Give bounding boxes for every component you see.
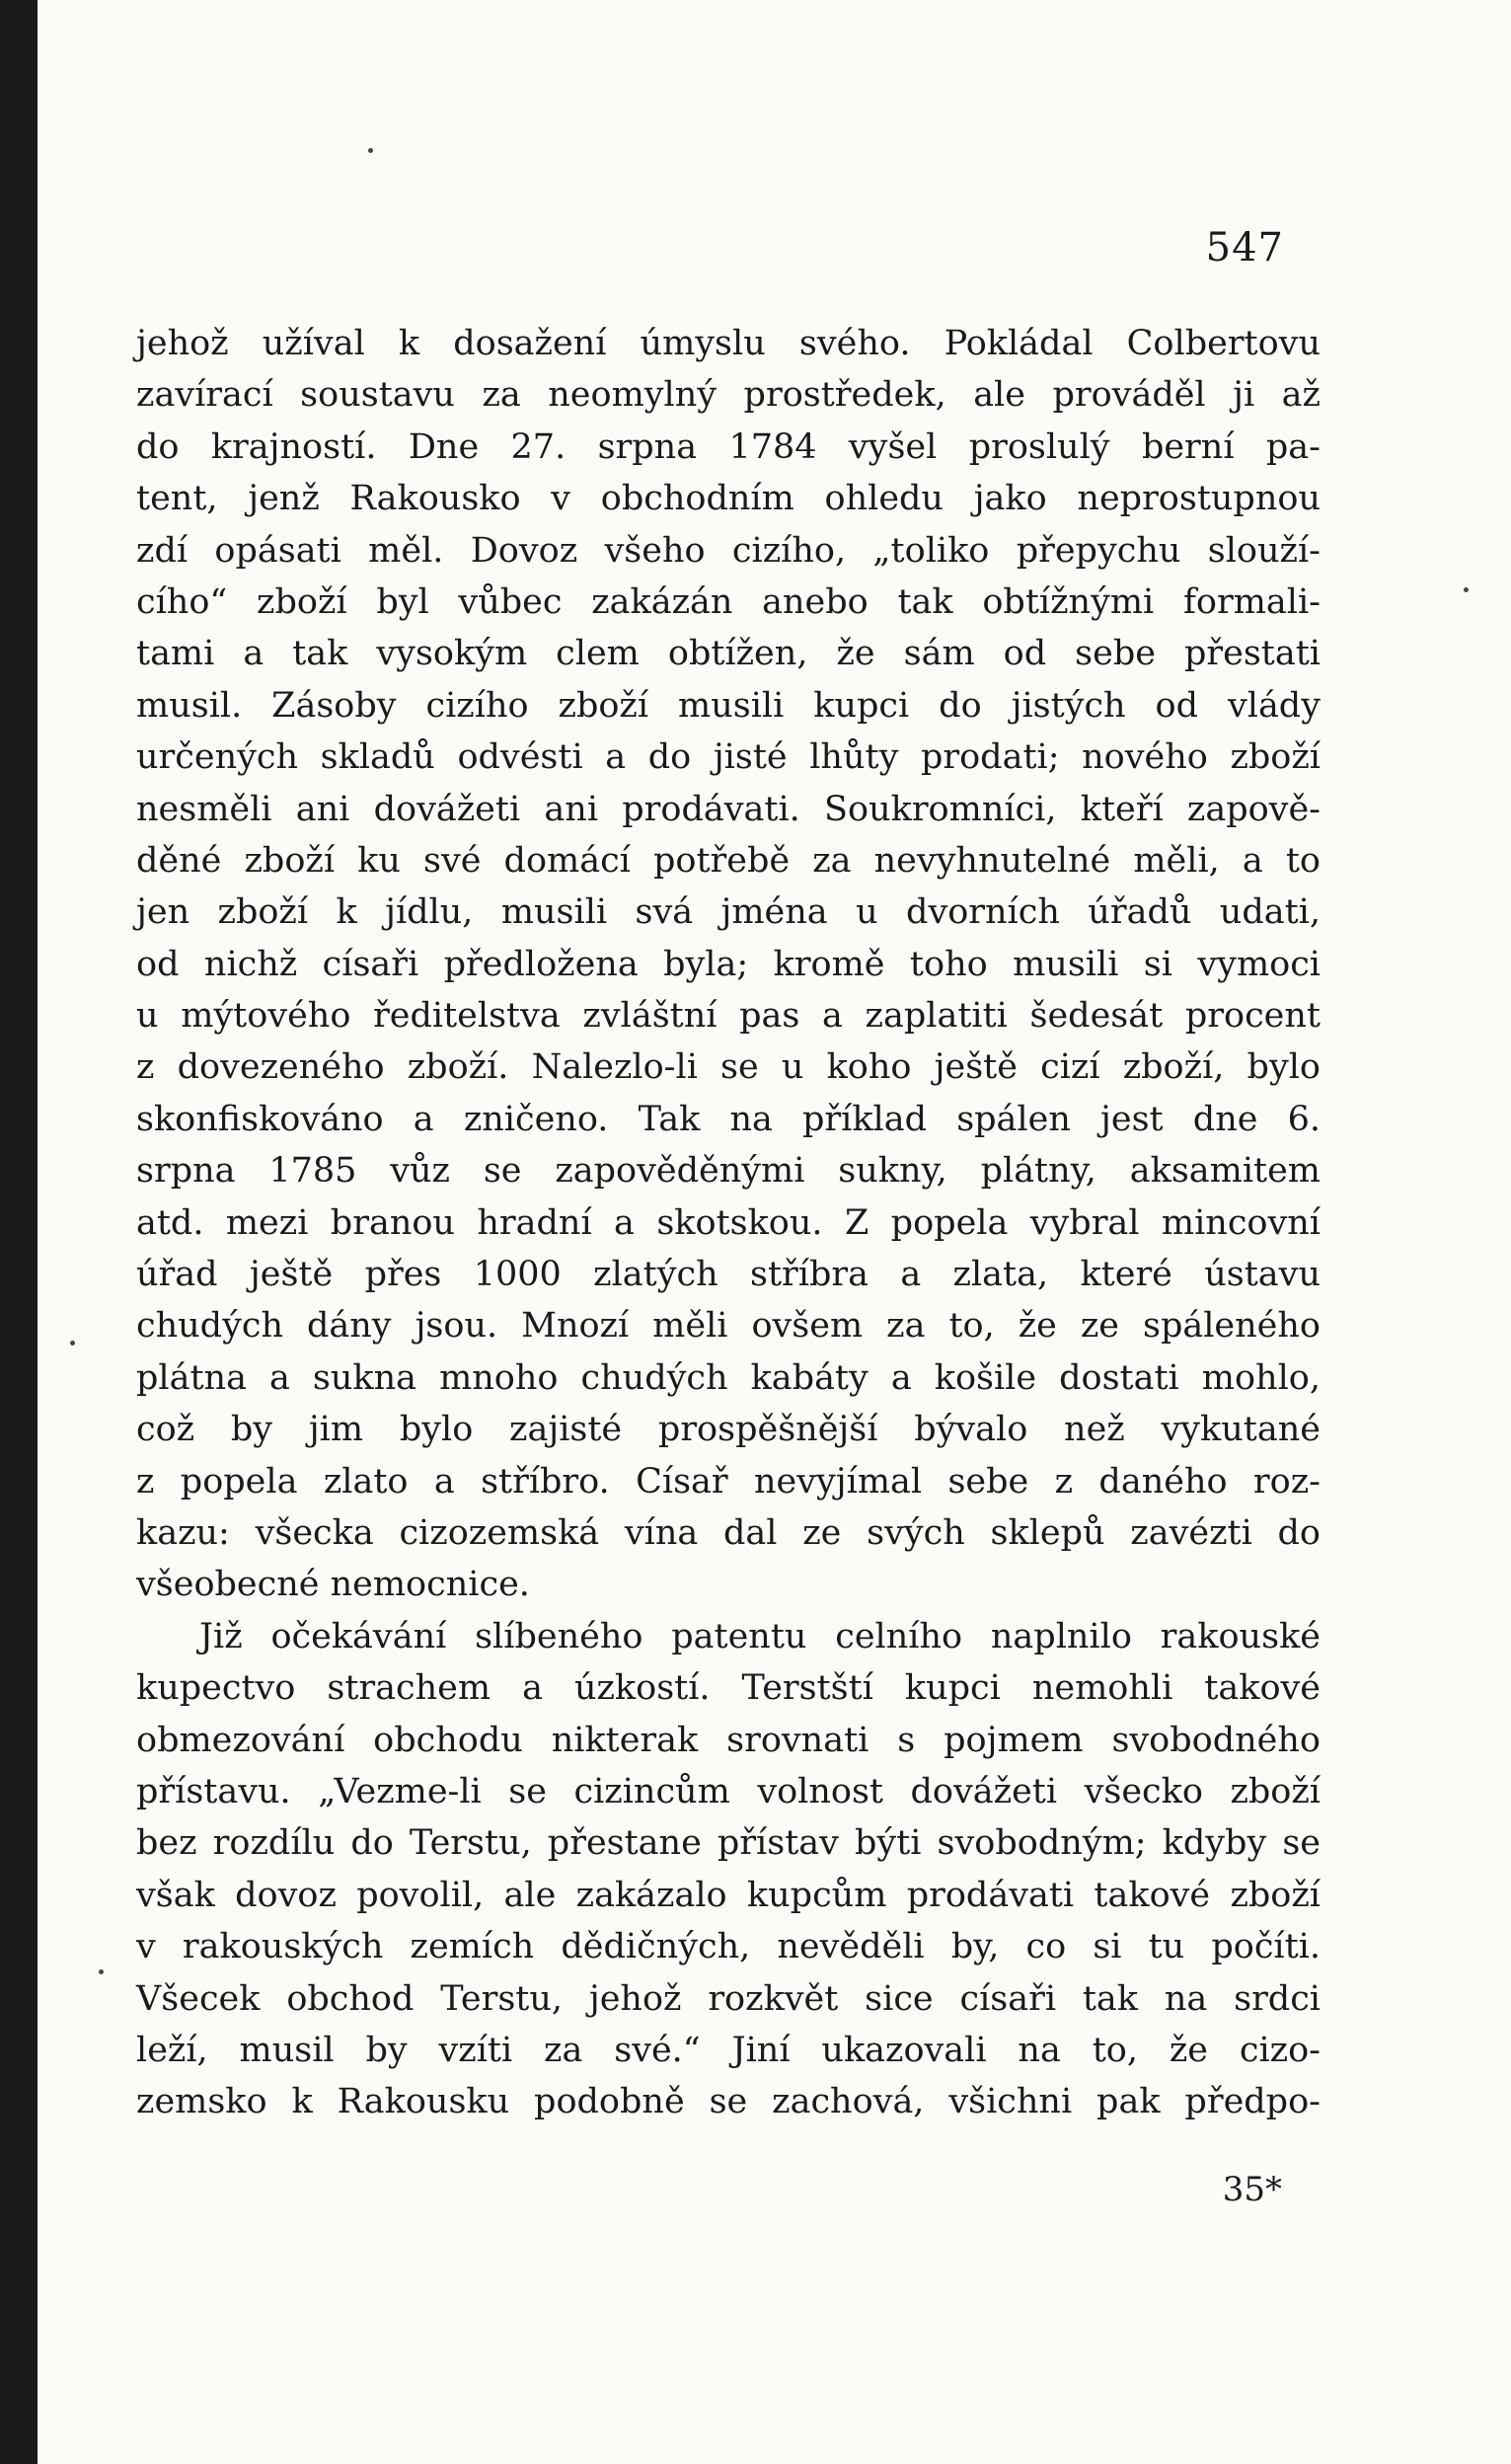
- scan-speck: [70, 1341, 75, 1346]
- text-line: z popela zlato a stříbro. Císař nevyjímal sebe z daného roz-: [136, 1461, 1321, 1502]
- signature-mark: 35*: [1222, 2170, 1282, 2209]
- text-line: určených skladů odvésti a do jisté lhůty prodati; nového zboží: [136, 737, 1321, 778]
- text-line: děné zboží ku své domácí potřebě za nevyhnutelné měli, a to: [136, 840, 1321, 881]
- text-line: kazu: všecka cizozemská vína dal ze svých sklepů zavézti do: [136, 1512, 1321, 1553]
- scan-speck: [368, 148, 373, 153]
- text-line: kupectvo strachem a úzkostí. Terstští kupci nemohli takové: [136, 1668, 1321, 1709]
- text-line: v rakouských zemích dědičných, nevěděli by, co si tu počíti.: [136, 1927, 1321, 1967]
- text-line: nesměli ani dovážeti ani prodávati. Soukromníci, kteří zapově-: [136, 789, 1321, 829]
- text-line: jen zboží k jídlu, musili svá jména u dvorních úřadů udati,: [136, 892, 1321, 933]
- paragraph-end-line: všeobecné nemocnice.: [136, 1565, 530, 1605]
- paragraph-start-line: Již očekávání slíbeného patentu celního naplnilo rakouské: [199, 1616, 1321, 1656]
- text-line: od nichž císaři předložena byla; kromě toho musili si vymoci: [136, 944, 1321, 984]
- text-line: tent, jenž Rakousko v obchodním ohledu jako neprostupnou: [136, 479, 1321, 519]
- text-line: musil. Zásoby cizího zboží musili kupci do jistých od vlády: [136, 685, 1321, 726]
- body-text: [136, 318, 1321, 2128]
- scan-speck: [99, 1969, 104, 1974]
- page-number: 547: [1205, 225, 1284, 270]
- text-line: však dovoz povolil, ale zakázalo kupcům prodávati takové zboží: [136, 1875, 1321, 1915]
- text-line: tami a tak vysokým clem obtížen, že sám od sebe přestati: [136, 634, 1321, 674]
- text-line: plátna a sukna mnoho chudých kabáty a košile dostati mohlo,: [136, 1357, 1321, 1398]
- text-line: atd. mezi branou hradní a skotskou. Z popela vybral mincovní: [136, 1202, 1321, 1243]
- text-line: do krajností. Dne 27. srpna 1784 vyšel proslulý berní pa-: [136, 426, 1321, 467]
- text-line: což by jim bylo zajisté prospěšnější bývalo než vykutané: [136, 1410, 1321, 1450]
- text-line: Všecek obchod Terstu, jehož rozkvět sice císaři tak na srdci: [136, 1978, 1321, 2019]
- text-line: u mýtového ředitelstva zvláštní pas a zaplatiti šedesát procent: [136, 996, 1321, 1037]
- text-line: jehož užíval k dosažení úmyslu svého. Pokládal Colbertovu: [136, 324, 1321, 363]
- text-line: přístavu. „Vezme-li se cizincům volnost dovážeti všecko zboží: [136, 1771, 1321, 1811]
- text-line: zemsko k Rakousku podobně se zachová, všichni pak předpo-: [136, 2082, 1321, 2122]
- text-line: úřad ještě přes 1000 zlatých stříbra a zlata, které ústavu: [136, 1255, 1321, 1295]
- text-line: bez rozdílu do Terstu, přestane přístav býti svobodným; kdyby se: [136, 1823, 1321, 1864]
- scan-speck: [1464, 587, 1469, 592]
- text-line: chudých dány jsou. Mnozí měli ovšem za to, že ze spáleného: [136, 1306, 1321, 1347]
- text-line: leží, musil by vzíti za své.“ Jiní ukazovali na to, že cizo-: [136, 2030, 1321, 2070]
- scan-edge: [0, 0, 38, 2464]
- text-line: zdí opásati měl. Dovoz všeho cizího, „toliko přepychu slouží-: [136, 530, 1321, 571]
- text-line: zavírací soustavu za neomylný prostředek, ale prováděl ji až: [136, 375, 1321, 416]
- book-page: [38, 0, 1511, 2464]
- text-line: cího“ zboží byl vůbec zakázán anebo tak obtížnými formali-: [136, 581, 1321, 622]
- text-line: skonfiskováno a zničeno. Tak na příklad spálen jest dne 6.: [136, 1099, 1321, 1139]
- text-line: obmezování obchodu nikterak srovnati s pojmem svobodného: [136, 1720, 1321, 1760]
- text-line: z dovezeného zboží. Nalezlo-li se u koho ještě cizí zboží, bylo: [136, 1047, 1321, 1088]
- text-line: srpna 1785 vůz se zapověděnými sukny, plátny, aksamitem: [136, 1151, 1321, 1192]
